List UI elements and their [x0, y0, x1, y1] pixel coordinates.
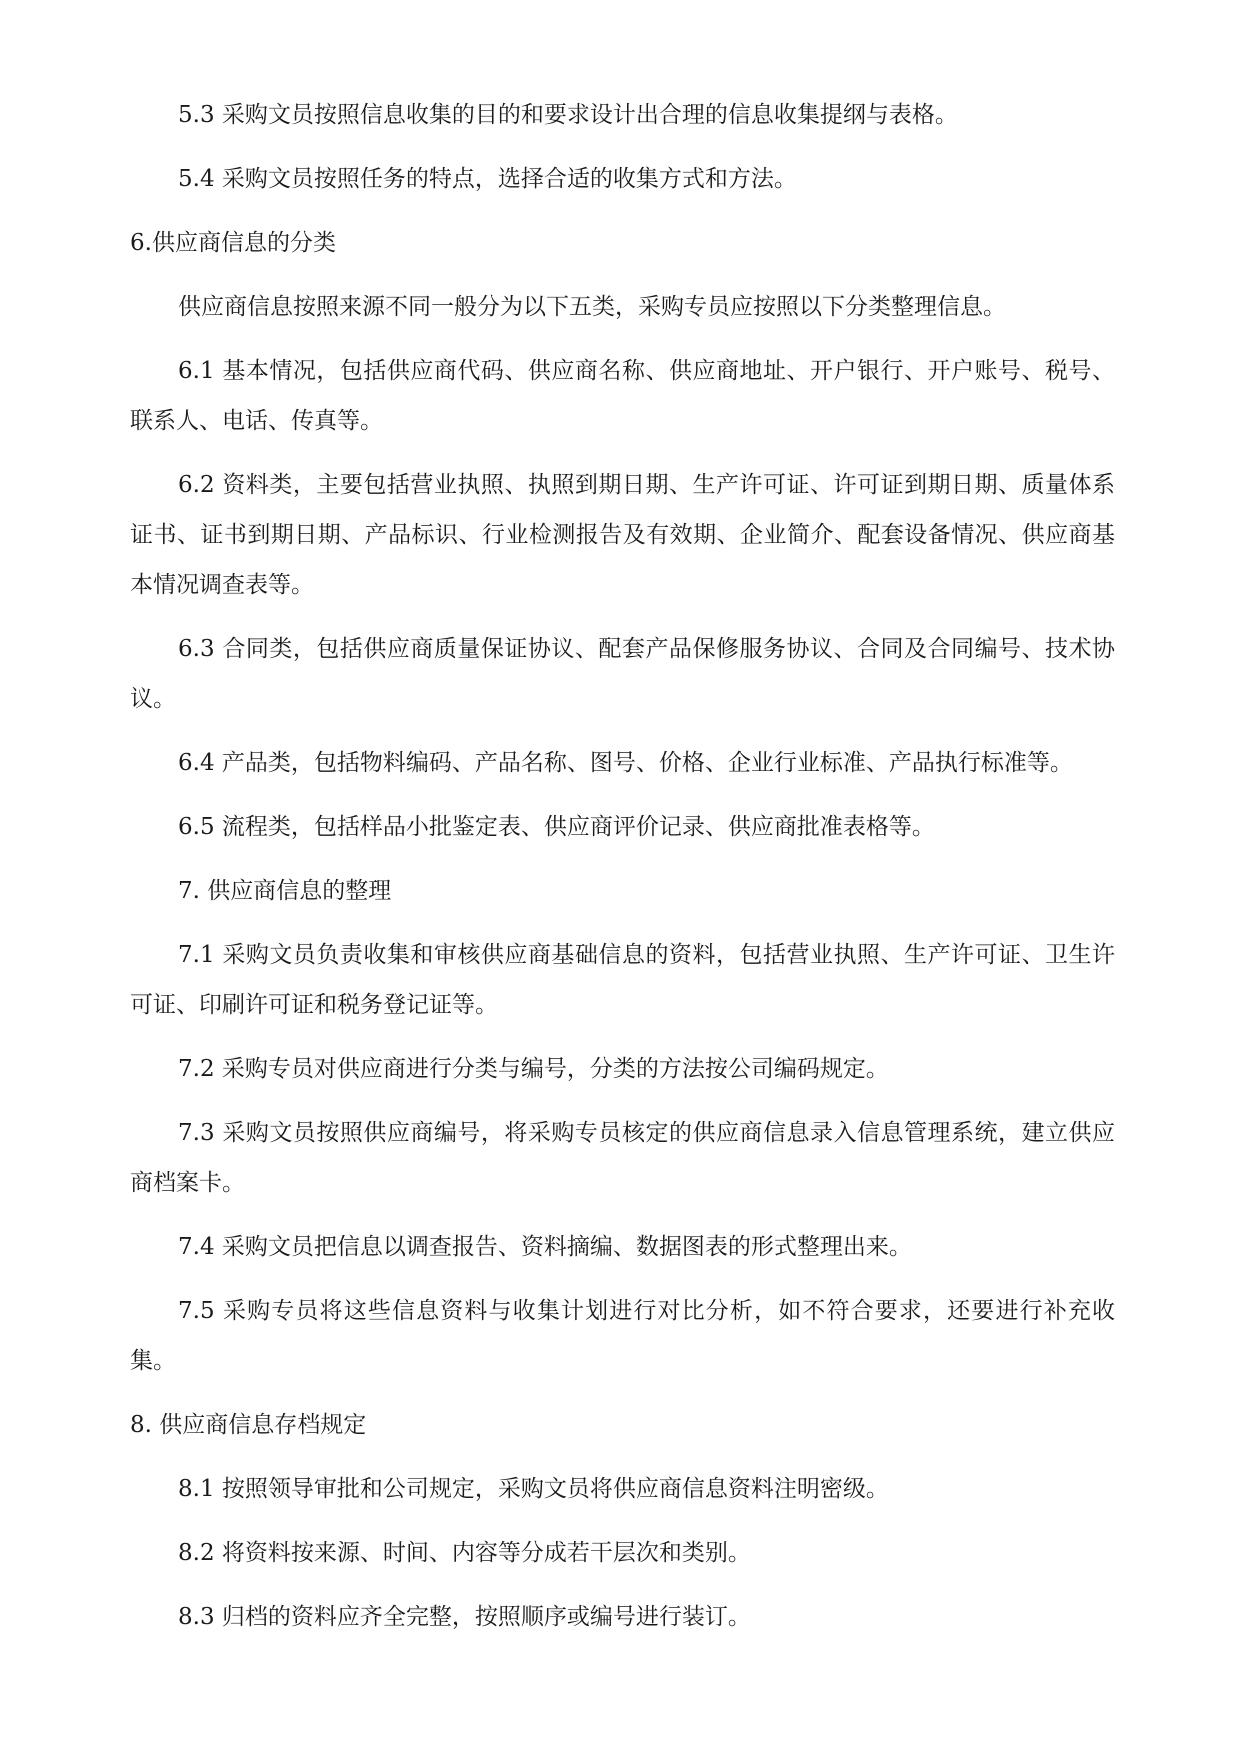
paragraph-7-2: 7.2 采购专员对供应商进行分类与编号，分类的方法按公司编码规定。: [178, 1056, 889, 1082]
paragraph-8-2: 8.2 将资料按来源、时间、内容等分成若干层次和类别。: [178, 1540, 751, 1566]
paragraph-5-3: 5.3 采购文员按照信息收集的目的和要求设计出合理的信息收集提纲与表格。: [178, 102, 958, 128]
paragraph-6-1: 6.1 基本情况，包括供应商代码、供应商名称、供应商地址、开户银行、开户账号、税号、联系人、电话、传真等。: [130, 358, 1115, 434]
paragraph-7-4: 7.4 采购文员把信息以调查报告、资料摘编、数据图表的形式整理出来。: [178, 1234, 912, 1260]
paragraph-6-5: 6.5 流程类，包括样品小批鉴定表、供应商评价记录、供应商批准表格等。: [178, 814, 935, 840]
paragraph-6-intro: 供应商信息按照来源不同一般分为以下五类，采购专员应按照以下分类整理信息。: [178, 294, 1006, 320]
section-heading-7: 7. 供应商信息的整理: [178, 878, 392, 904]
paragraph-7-3: 7.3 采购文员按照供应商编号，将采购专员核定的供应商信息录入信息管理系统，建立供应商档案卡。: [130, 1120, 1115, 1196]
document-body: [130, 90, 1115, 1656]
section-heading-8: 8. 供应商信息存档规定: [130, 1412, 367, 1438]
paragraph-7-1: 7.1 采购文员负责收集和审核供应商基础信息的资料，包括营业执照、生产许可证、卫生许可证、印刷许可证和税务登记证等。: [130, 942, 1115, 1018]
paragraph-8-1: 8.1 按照领导审批和公司规定，采购文员将供应商信息资料注明密级。: [178, 1476, 889, 1502]
paragraph-8-3: 8.3 归档的资料应齐全完整，按照顺序或编号进行装订。: [178, 1604, 751, 1630]
paragraph-5-4: 5.4 采购文员按照任务的特点，选择合适的收集方式和方法。: [178, 166, 797, 192]
paragraph-7-5: 7.5 采购专员将这些信息资料与收集计划进行对比分析，如不符合要求，还要进行补充收集。: [130, 1298, 1115, 1374]
paragraph-6-4: 6.4 产品类，包括物料编码、产品名称、图号、价格、企业行业标准、产品执行标准等。: [178, 750, 1073, 776]
paragraph-6-2: 6.2 资料类，主要包括营业执照、执照到期日期、生产许可证、许可证到期日期、质量体系证书、证书到期日期、产品标识、行业检测报告及有效期、企业简介、配套设备情况、供应商基本情况调查表等。: [130, 472, 1115, 598]
section-heading-6: 6.供应商信息的分类: [130, 230, 336, 256]
paragraph-6-3: 6.3 合同类，包括供应商质量保证协议、配套产品保修服务协议、合同及合同编号、技术协议。: [130, 636, 1115, 712]
